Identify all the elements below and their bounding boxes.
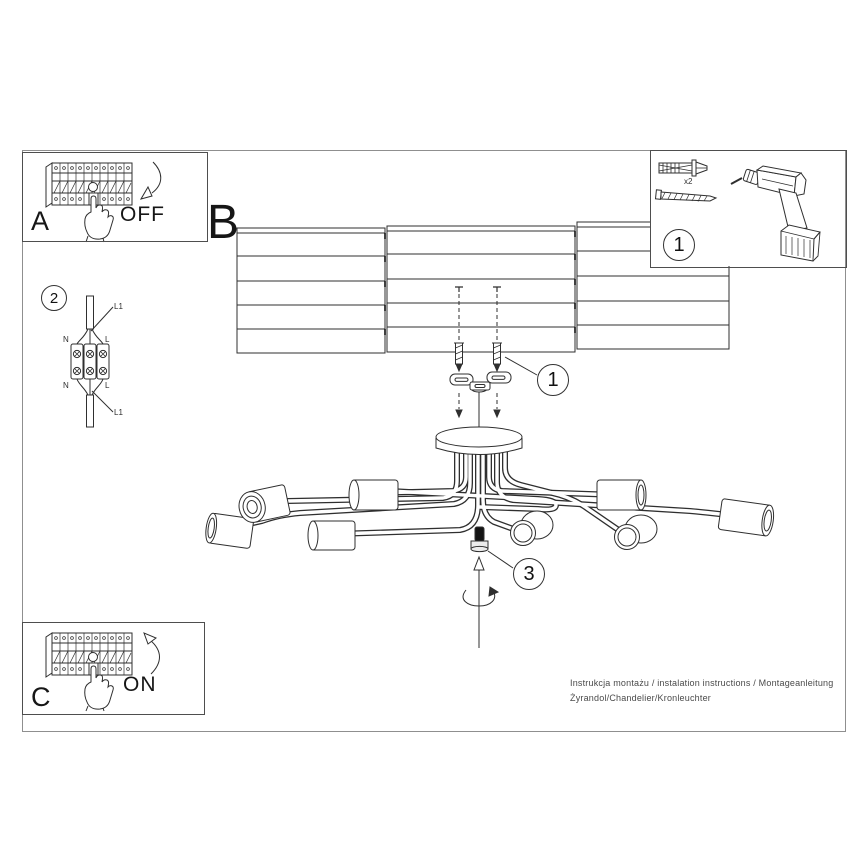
bracket-callout-badge: 1	[537, 364, 569, 396]
step-b-letter: B	[207, 196, 240, 249]
locking-screw-icon	[471, 527, 488, 552]
label-l1-top: L1	[114, 302, 123, 311]
label-n-top: N	[63, 335, 69, 344]
chandelier-arms	[235, 445, 745, 534]
dowel-quantity-label: x2	[684, 177, 693, 186]
label-l1-bottom: L1	[114, 408, 123, 417]
screw-callout-leader	[488, 551, 513, 568]
label-l-bottom: L	[105, 381, 110, 390]
screw-callout-badge: 3	[513, 558, 545, 590]
step-a-letter: A	[31, 206, 50, 236]
step-a-box	[22, 152, 208, 242]
step-a-action-label: OFF	[120, 203, 165, 226]
wiring-diagram	[71, 296, 113, 427]
ceiling-canopy-icon	[436, 427, 522, 455]
label-n-bottom: N	[63, 381, 69, 390]
footer-line-2: Żyrandol/Chandelier/Kronleuchter	[570, 693, 711, 703]
rotate-arrow-icon	[489, 587, 498, 596]
wiring-callout-badge: 2	[41, 285, 67, 311]
footer-line-1: Instrukcja montażu / instalation instructions / Montageanleitung	[570, 678, 834, 688]
step-c-action-label: ON	[123, 673, 157, 696]
label-l-top: L	[105, 335, 110, 344]
mounting-bracket-icon	[450, 372, 511, 392]
parts-callout-badge: 1	[663, 229, 695, 261]
step-c-letter: C	[31, 682, 51, 712]
screw-in-direction-arrows	[463, 557, 498, 648]
bracket-callout-leader	[505, 357, 537, 375]
